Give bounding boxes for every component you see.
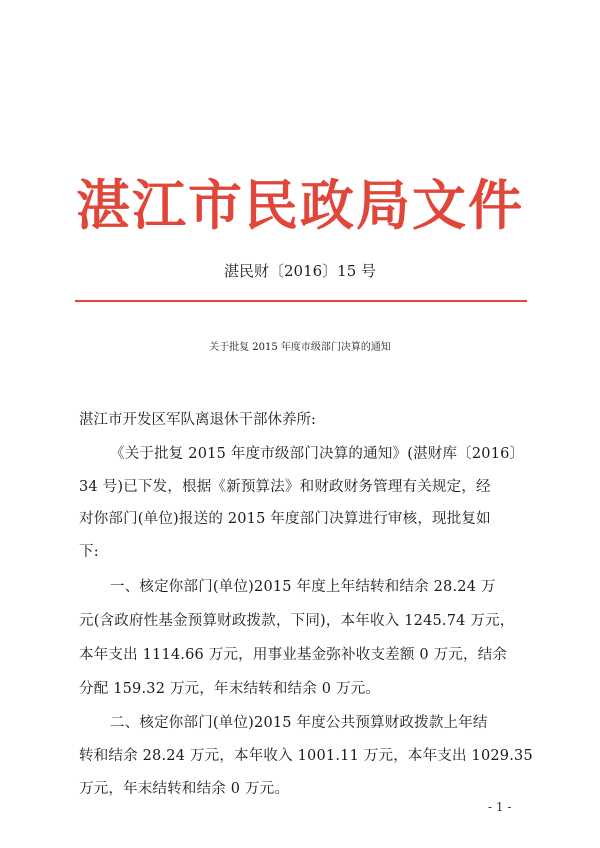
- paragraph-2-line-4: 分配 159.32 万元，年末结转和结余 0 万元。: [79, 681, 381, 697]
- paragraph-1-line-2: 34 号)已下发，根据《新预算法》和财政财务管理有关规定，经: [79, 479, 491, 495]
- recipient: 湛江市开发区军队离退休干部休养所:: [79, 412, 316, 428]
- paragraph-2-line-1: 一、核定你部门(单位)2015 年度上年结转和结余 28.24 万: [110, 579, 496, 595]
- paragraph-2-line-3: 本年支出 1114.66 万元，用事业基金弥补收支差额 0 万元，结余: [79, 647, 508, 663]
- paragraph-1-line-1: 《关于批复 2015 年度市级部门决算的通知》(湛财库〔2016〕: [110, 446, 525, 462]
- page-number: - 1 -: [488, 800, 512, 814]
- paragraph-3-line-1: 二、核定你部门(单位)2015 年度公共预算财政拨款上年结: [110, 715, 488, 731]
- document-number: 湛民财〔2016〕15 号: [223, 262, 377, 280]
- paragraph-3-line-2: 转和结余 28.24 万元，本年收入 1001.11 万元，本年支出 1029.35: [79, 748, 533, 764]
- organization-title: 湛江市民政局文件: [76, 173, 524, 237]
- paragraph-1-line-4: 下:: [79, 544, 99, 560]
- paragraph-2-line-2: 元(含政府性基金预算财政拨款，下同)，本年收入 1245.74 万元，: [79, 613, 515, 629]
- paragraph-3-line-3: 万元，年末结转和结余 0 万元。: [79, 781, 290, 797]
- paragraph-1-line-3: 对你部门(单位)报送的 2015 年度部门决算进行审核，现批复如: [79, 511, 491, 527]
- red-divider: [75, 300, 527, 302]
- document-title: 关于批复 2015 年度市级部门决算的通知: [209, 342, 391, 353]
